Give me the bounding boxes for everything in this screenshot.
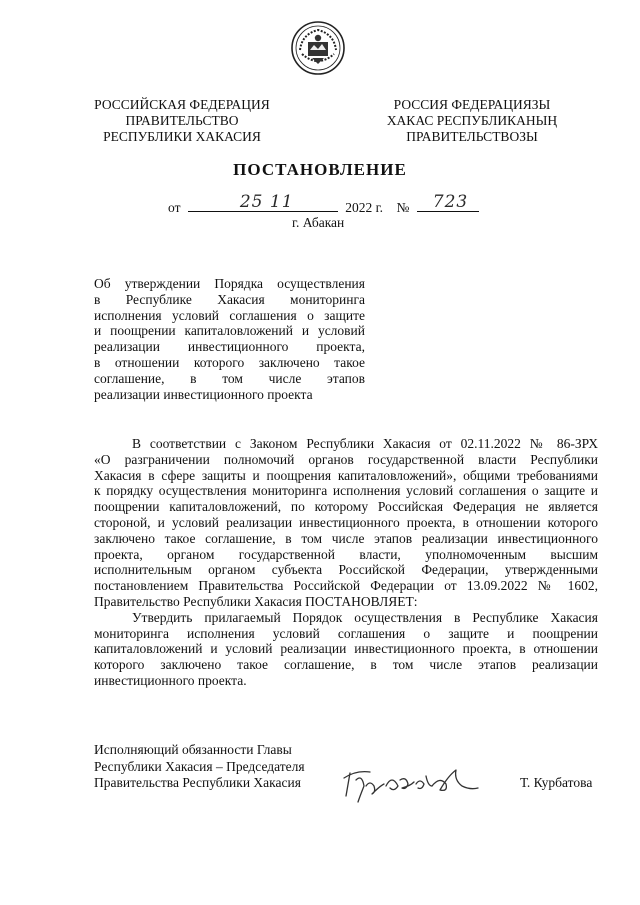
header-right-line-1: РОССИЯ ФЕДЕРАЦИЯЗЫ xyxy=(393,97,551,112)
paragraph-1-line: В соответствии с Законом Республики Хакасия от 02.11.2022 № 86-ЗРХ xyxy=(132,436,598,451)
paragraph-2-line: Утвердить прилагаемый Порядок осуществления в Республике Хакасия xyxy=(132,609,598,625)
header-left-line-3: РЕСПУБЛИКИ ХАКАСИЯ xyxy=(103,129,261,144)
subject-block xyxy=(94,276,365,402)
subject-line: и поощрении капиталовложений и условий xyxy=(94,323,365,339)
number-label: № xyxy=(396,200,410,215)
number-field xyxy=(417,192,479,212)
paragraph-1-line: заключено такое соглашение, в том числе этапов реализации инвестиционного xyxy=(94,530,598,546)
subject-line: реализации инвестиционного проекта xyxy=(94,386,313,402)
from-label: от xyxy=(168,200,181,215)
signatory-position-line: Республики Хакасия – Председателя xyxy=(94,758,305,774)
signatory-name: Т. Курбатова xyxy=(520,775,593,790)
year-suffix: 2022 г. xyxy=(345,200,383,215)
paragraph-1-line: «О разграничении полномочий органов государственной власти Республики xyxy=(94,451,598,467)
header-left-line-2: ПРАВИТЕЛЬСТВО xyxy=(125,113,239,128)
header-left-line-1: РОССИЙСКАЯ ФЕДЕРАЦИЯ xyxy=(94,97,270,112)
header-right-line-2: ХАКАС РЕСПУБЛИКАНЫҢ xyxy=(386,113,558,128)
subject-line: реализации инвестиционного проекта, xyxy=(94,339,365,355)
subject-line: исполнения условий соглашения о защите xyxy=(94,307,365,323)
paragraph-2-line: которого заключено такое соглашение, в том числе этапов реализации xyxy=(94,657,598,673)
document-title: ПОСТАНОВЛЕНИЕ xyxy=(233,160,407,179)
paragraph-1-line: поощрении капиталовложений, по которому Российская Федерация не является xyxy=(94,499,598,515)
subject-line: Об утверждении Порядка осуществления xyxy=(94,276,365,291)
paragraph-1-line: к порядку осуществления мониторинга исполнения условий соглашения о защите и xyxy=(94,483,598,499)
handwritten-number: 723 xyxy=(432,192,469,212)
signatory-position-line: Исполняющий обязанности Главы xyxy=(94,742,292,757)
paragraph-1-line: Правительство Республики Хакасия ПОСТАНОВЛЯЕТ: xyxy=(94,593,418,609)
paragraph-2-line: инвестиционного проекта. xyxy=(94,672,247,688)
paragraph-2-line: мониторинга исполнения условий соглашения о защите и поощрении xyxy=(94,625,598,641)
handwritten-date: 25 11 xyxy=(239,192,294,212)
paragraph-1-line: проекта, органом государственной власти, уполномоченным высшим xyxy=(94,546,598,562)
paragraph-1-line: постановлением Правительства Российской Федерации от 13.09.2022 № 1602, xyxy=(94,578,598,594)
paragraph-2-line: капиталовложений и условий реализации инвестиционного проекта, в отношении xyxy=(94,641,598,657)
signatory-position-line: Правительства Республики Хакасия xyxy=(94,775,301,791)
subject-line: соглашение, в том числе этапов xyxy=(94,370,365,386)
paragraph-1-line: Хакасия в сфере защиты и поощрения капиталовложений», общими требованиями xyxy=(94,467,598,483)
coat-of-arms-emblem xyxy=(290,20,346,76)
header-left-block xyxy=(82,97,282,145)
city-label: г. Абакан xyxy=(292,215,345,230)
body-text xyxy=(94,436,598,689)
signatory-position xyxy=(94,742,305,792)
paragraph-1-line: стороной, и условий реализации инвестиционного проекта, в отношении которого xyxy=(94,514,598,530)
subject-line: в отношении которого заключено такое xyxy=(94,354,365,370)
header-right-block xyxy=(372,97,572,145)
subject-line: в Республике Хакасия мониторинга xyxy=(94,291,365,307)
paragraph-1-line: исполнительным органом субъекта Российской Федерации, утвержденными xyxy=(94,562,598,578)
handwritten-signature xyxy=(336,756,486,808)
header-right-line-3: ПРАВИТЕЛЬСТВОЗЫ xyxy=(406,129,538,144)
date-field xyxy=(188,192,338,212)
date-number-line xyxy=(168,192,479,217)
